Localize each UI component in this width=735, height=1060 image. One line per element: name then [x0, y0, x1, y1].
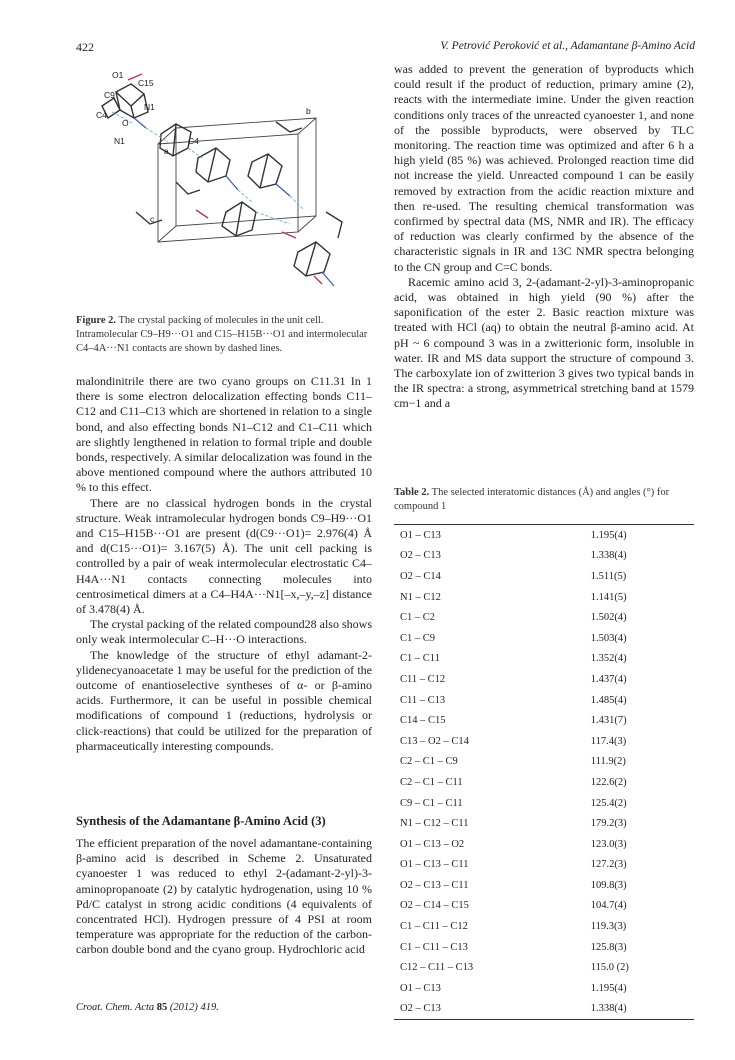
atoms-cell: O2 – C14	[400, 570, 441, 582]
table-row	[394, 628, 694, 649]
value-cell: 1.503(4)	[590, 632, 627, 644]
table-row	[394, 978, 694, 999]
atoms-cell: O2 – C14 – C15	[400, 900, 469, 912]
footer-citation	[76, 1002, 219, 1013]
paragraph: Racemic amino acid 3, 2-(adamant-2-yl)-3-aminopropanic acid, was obtained in high yield (90 %) after the saponification of the ester 2. Basic reaction mixture was treated with HCl (aq) to obtain the neutral β-amino acid. At pH ~ 6 compound 3 was in a zwitterionic form, insoluble in water. IR and MS data support the structure of compound 3. The carboxylate ion of zwitterion 3 gives two typical bands in the IR spectra: a strong, asymmetrical stretching band at 1579 cm−1 and a	[394, 274, 694, 411]
label-n1b: N1	[114, 136, 125, 146]
table-row	[394, 566, 694, 587]
atoms-cell: C13 – O2 – C14	[400, 735, 469, 747]
table-row	[394, 957, 694, 978]
footer-volume: 85	[156, 1002, 168, 1013]
value-cell: 109.8(3)	[590, 879, 627, 891]
paragraph: The knowledge of the structure of ethyl adamant-2-ylidenecyanoacetate 1 may be useful for the prediction of the outcome of enantioselective syntheses of α- or β-amino acids. Furthermore, it can be useful in possible chemical modifications of compound 1 (reductions, hydrolysis or click-reactions) that could be utilized for the preparation of pharmaceutically interesting compounds.	[76, 647, 372, 753]
value-cell: 115.0 (2)	[590, 962, 629, 974]
atoms-cell: O2 – C13 – C11	[400, 879, 469, 891]
value-cell: 1.502(4)	[590, 612, 627, 624]
value-cell: 125.4(2)	[590, 797, 627, 809]
label-c15: C15	[138, 78, 154, 88]
interatomic-table	[394, 524, 694, 1020]
crystal-packing-diagram	[76, 62, 372, 310]
table-row	[394, 916, 694, 937]
value-cell: 111.9(2)	[590, 756, 626, 768]
figure-caption-text: The crystal packing of molecules in the unit cell. Intramolecular C9–H9···O1 and C15–H15B···O1 and intermolecular C4–4A···N1 contacts are shown by dashed lines.	[76, 315, 368, 354]
atoms-cell: C11 – C12	[400, 673, 446, 685]
atoms-cell: C1 – C11 – C12	[400, 921, 468, 933]
atoms-cell: C12 – C11 – C13	[400, 962, 474, 974]
figure-2	[76, 62, 372, 310]
paragraph: was added to prevent the generation of byproducts which could result if the product of reduction, primary amine (2), reacts with the intermediate imine. Under the given reaction conditions only traces of the unreacted cyanoester 1, and none of the possible byproducts, were observed by TLC monitoring. The reaction time was optimized and after 6 h a high yield (85 %) was achieved. Prolonged reaction time did not increase the yield. Unreacted compound 1 can be easily removed by extraction from the acidic reaction mixture and then re-used. The resulting chemical transformation was confirmed by spectral data (MS, NMR and IR). The efficacy of reduction was clearly confirmed by the absence of the characteristic signals in IR and 13C NMR spectra belonging to the CN group and C=C bonds.	[394, 62, 694, 274]
table-caption-text: The selected interatomic distances (Å) and angles (°) for compound 1	[394, 487, 670, 512]
value-cell: 1.511(5)	[590, 570, 627, 582]
table-row	[394, 546, 694, 567]
atoms-cell: C14 – C15	[400, 715, 446, 727]
atoms-cell: C1 – C11 – C13	[400, 941, 468, 953]
page-number: 422	[76, 40, 94, 54]
value-cell: 125.8(3)	[590, 941, 627, 953]
label-c4: C4	[96, 110, 107, 120]
atoms-cell: O1 – C13	[400, 529, 441, 541]
table-row	[394, 855, 694, 876]
atoms-cell: C1 – C9	[400, 632, 436, 644]
table-row	[394, 793, 694, 814]
atoms-cell: O2 – C13	[400, 550, 441, 562]
figure-caption-label: Figure 2.	[76, 315, 117, 326]
atoms-cell: C11 – C13	[400, 694, 446, 706]
atoms-cell: C1 – C2	[400, 612, 436, 624]
table-row	[394, 875, 694, 896]
atoms-cell: C2 – C1 – C11	[400, 776, 463, 788]
table-row	[394, 669, 694, 690]
table-row	[394, 999, 694, 1020]
table-row	[394, 525, 694, 546]
atoms-cell: C9 – C1 – C11	[400, 797, 463, 809]
table-row	[394, 587, 694, 608]
value-cell: 1.338(4)	[590, 550, 627, 562]
value-cell: 1.352(4)	[590, 653, 627, 665]
left-column	[76, 374, 372, 754]
paragraph: The crystal packing of the related compound28 also shows only weak intermolecular C–H···O interactions.	[76, 617, 372, 647]
atoms-cell: N1 – C12 – C11	[400, 818, 469, 830]
value-cell: 1.195(4)	[590, 982, 627, 994]
table-2	[394, 524, 694, 1020]
section-title: Synthesis of the Adamantane β-Amino Acid (3)	[76, 814, 326, 828]
figure-caption	[76, 314, 372, 356]
atoms-cell: O1 – C13 – O2	[400, 838, 465, 850]
running-head: V. Petrović Peroković et al., Adamantane β-Amino Acid	[440, 40, 695, 52]
label-o: O	[122, 118, 129, 128]
paragraph: The efficient preparation of the novel adamantane-containing β-amino acid is described in Scheme 2. Unsaturated cyanoester 1 was reduced to ethyl 2-(adamant-2-yl)-3-aminopropanoate (2) by catalytic hydrogenation, using 10 % Pd/C catalyst in strong acidic conditions (4 equivalents of concentrated HCl). Hydrogen pressure of 4 PSI at room temperature was appropriate for the reduction of the carbon-carbon double bond and the cyano group. Hydrochloric acid	[76, 836, 372, 957]
atoms-cell: N1 – C12	[400, 591, 441, 603]
value-cell: 1.485(4)	[590, 694, 627, 706]
value-cell: 179.2(3)	[590, 818, 627, 830]
value-cell: 127.2(3)	[590, 859, 627, 871]
table-row	[394, 690, 694, 711]
table-caption-label: Table 2.	[394, 487, 430, 498]
axis-b-label: b	[306, 106, 311, 116]
label-c9: C9	[104, 90, 115, 100]
table-row	[394, 752, 694, 773]
footer-journal: Croat. Chem. Acta	[76, 1002, 155, 1013]
table-row	[394, 896, 694, 917]
value-cell: 123.0(3)	[590, 838, 627, 850]
paragraph: There are no classical hydrogen bonds in the crystal structure. Weak intramolecular hydrogen bonds C9–H9···O1 and C15–H15B···O1 are present (d(C9···O1)= 2.976(4) Å and d(C15···O1)= 3.167(5) Å). The unit cell packing is controlled by a pair of weak intermolecular electrostatic C4–H4A···N1 contacts connecting molecules into centrosimetical dimers at a C4–H4A···N1[–x,–y,–z] distance of 3.478(4) Å.	[76, 495, 372, 617]
table-row	[394, 731, 694, 752]
value-cell: 104.7(4)	[590, 900, 627, 912]
atoms-cell: O1 – C13 – C11	[400, 859, 469, 871]
table-row	[394, 834, 694, 855]
paragraph: malondinitrile there are two cyano groups on C11.31 In 1 there is some electron delocalization effecting bonds C11–C12 and C11–C13 which are shortened in relation to a single bond, and also effecting bonds N1–C12 and C1–C11 which are slightly lengthened in relation to formal triple and double bonds, respectively. A similar delocalization was found in the above mentioned compound where the authors attributed 10 % to this effect.	[76, 374, 372, 495]
left-column-lower	[76, 836, 372, 958]
table-row	[394, 772, 694, 793]
table-caption	[394, 486, 694, 514]
label-c4b: C4	[188, 136, 199, 146]
table-row	[394, 607, 694, 628]
table-row	[394, 813, 694, 834]
label-o1: O1	[112, 70, 124, 80]
atoms-cell: C2 – C1 – C9	[400, 756, 458, 768]
axis-c-label: c	[150, 214, 155, 224]
value-cell: 1.195(4)	[590, 529, 627, 541]
atoms-cell: C1 – C11	[400, 653, 440, 665]
table-row	[394, 710, 694, 731]
value-cell: 1.437(4)	[590, 673, 627, 685]
value-cell: 1.431(7)	[590, 715, 627, 727]
table-row	[394, 649, 694, 670]
value-cell: 119.3(3)	[590, 921, 627, 933]
footer-year-pages: (2012) 419.	[169, 1002, 219, 1013]
label-n1: N1	[144, 102, 155, 112]
value-cell: 122.6(2)	[590, 776, 627, 788]
atoms-cell: O1 – C13	[400, 982, 441, 994]
value-cell: 1.141(5)	[590, 591, 627, 603]
atoms-cell: O2 – C13	[400, 1003, 441, 1015]
value-cell: 1.338(4)	[590, 1003, 627, 1015]
right-column	[394, 62, 694, 412]
axis-a-label: a	[164, 146, 169, 156]
table-row	[394, 937, 694, 958]
value-cell: 117.4(3)	[590, 735, 627, 747]
